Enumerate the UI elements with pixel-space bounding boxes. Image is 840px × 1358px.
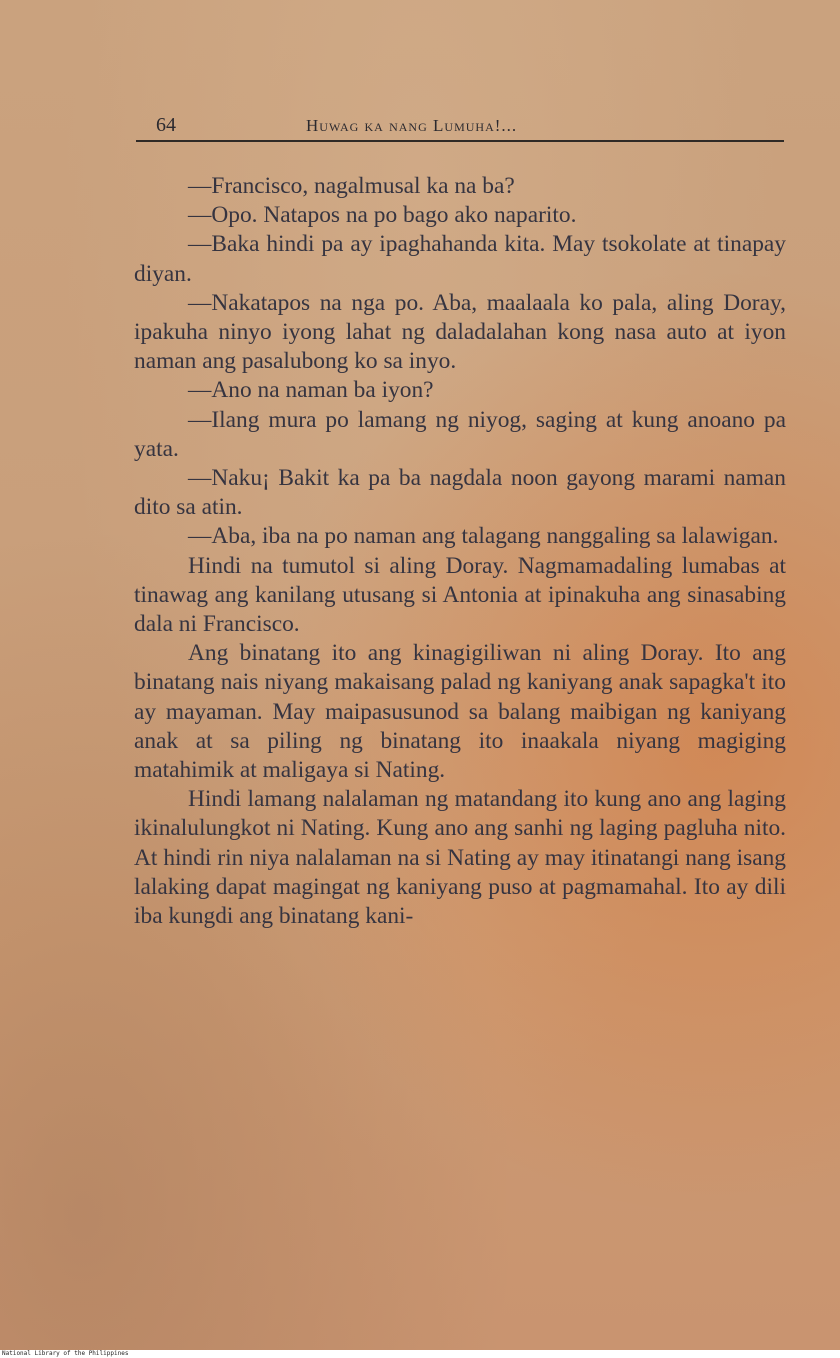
page-body xyxy=(134,172,786,931)
running-title: Huwag ka nang Lumuha!... xyxy=(306,116,518,135)
paragraph: —Ilang mura po lamang ng niyog, saging at kung anoano pa yata. xyxy=(134,406,786,462)
library-credit: National Library of the Philippines xyxy=(2,1350,129,1357)
paragraph: —Naku¡ Bakit ka pa ba nagdala noon gayong marami naman dito sa atin. xyxy=(134,465,786,521)
paragraph: —Aba, iba na po naman ang talagang nanggaling sa lalawigan. xyxy=(188,523,779,550)
paragraph: —Nakatapos na nga po. Aba, maalaala ko pala, aling Doray, ipakuha ninyo iyong lahat ng daladalahan kong nasa auto at iyon naman ang pasalubong ko sa inyo. xyxy=(134,289,786,375)
library-credit-strip xyxy=(0,1350,840,1358)
paragraph: Hindi na tumutol si aling Doray. Nagmamadaling lumabas at tinawag ang kanilang utusang si Antonia at ipinakuha ang sinasabing dala ni Francisco. xyxy=(134,552,786,638)
paragraph: —Francisco, nagalmusal ka na ba? xyxy=(188,173,515,199)
paragraph: —Opo. Natapos na po bago ako naparito. xyxy=(188,202,577,229)
paragraph: —Baka hindi pa ay ipaghahanda kita. May tsokolate at tinapay diyan. xyxy=(134,231,786,287)
paragraph: —Ano na naman ba iyon? xyxy=(188,377,434,404)
page-header xyxy=(136,108,784,142)
paragraph: Ang binatang ito ang kinagigiliwan ni aling Doray. Ito ang binatang nais niyang makaisang palad ng kaniyang anak sapagka't ito ay mayaman. May maipasusunod sa balang maibigan ng kaniyang anak at sa piling ng binatang ito inaakala niyang magiging matahimik at maligaya si Nating. xyxy=(134,640,786,784)
page-number: 64 xyxy=(156,114,176,136)
paragraph: Hindi lamang nalalaman ng matandang ito kung ano ang laging ikinalulungkot ni Nating. Kung ano ang sanhi ng laging pagluha nito. At hindi rin niya nalalaman na si Nating ay may itinatangi nang isang lalaking dapat magingat ng kaniyang puso at pagmamahal. Ito ay dili iba kungdi ang binatang kani- xyxy=(134,786,786,930)
